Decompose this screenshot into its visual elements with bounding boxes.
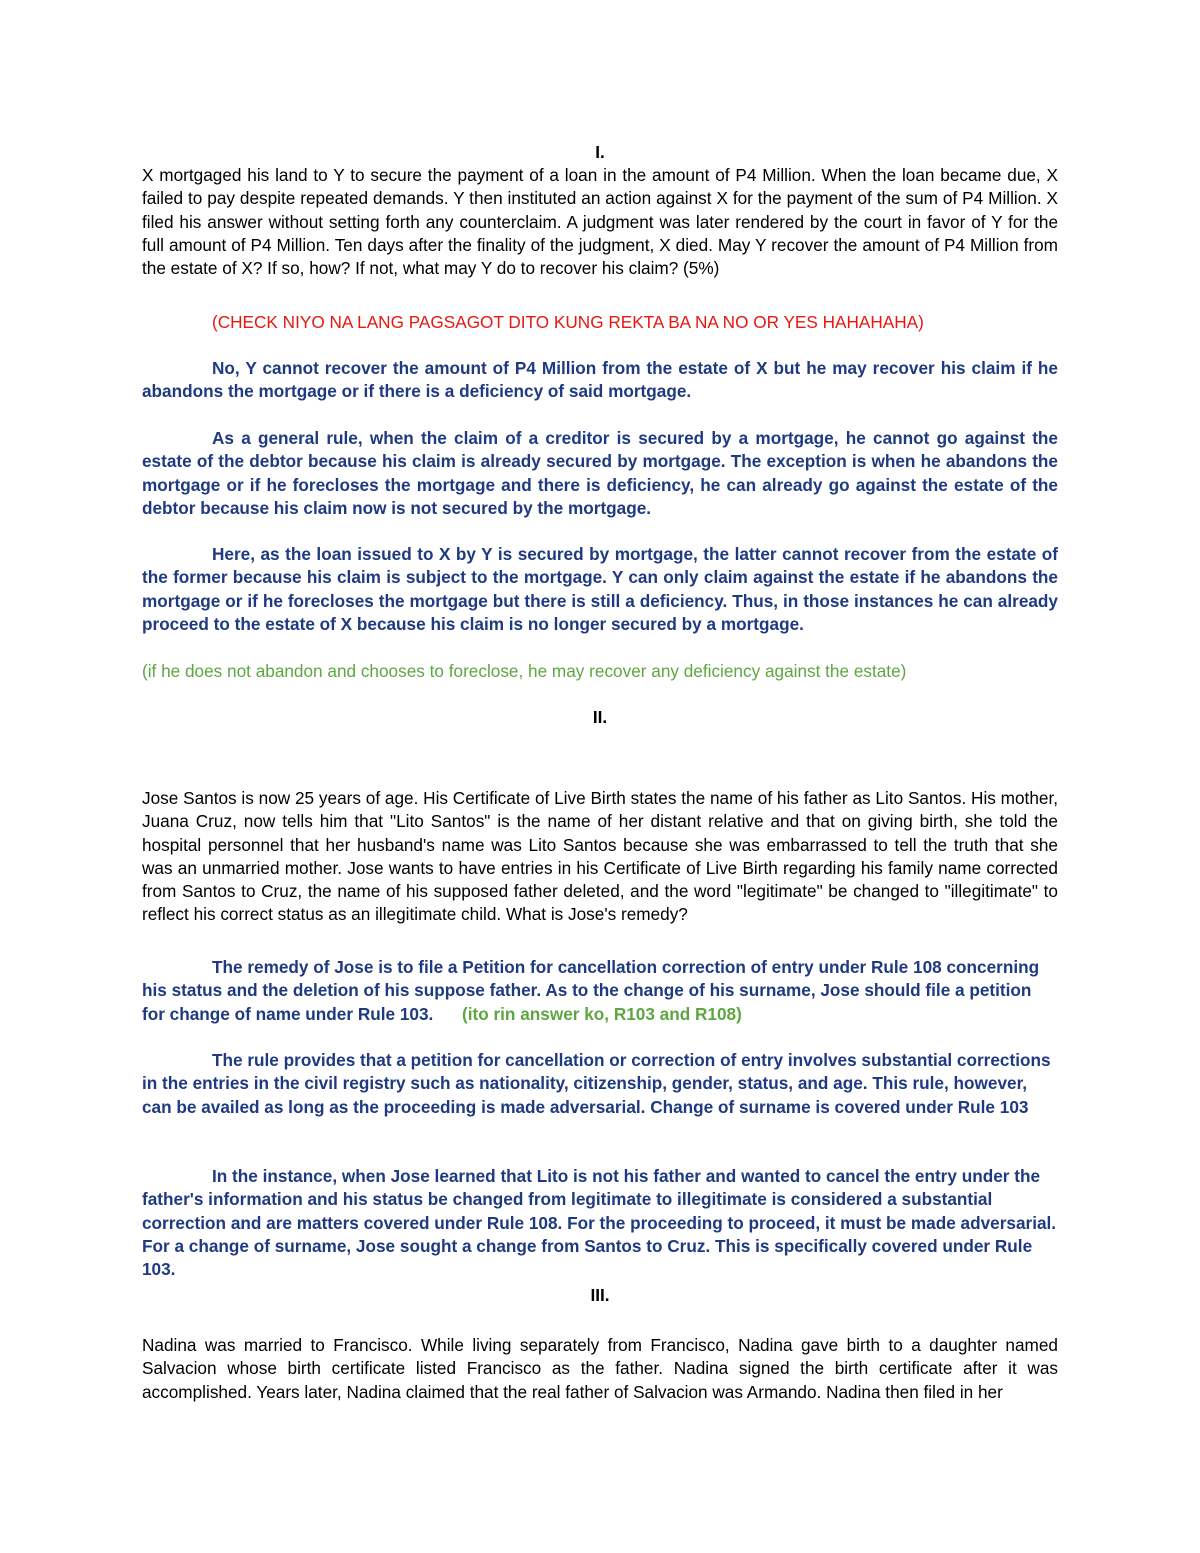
question-2-answer-1-text: The remedy of Jose is to file a Petition for cancellation correction of entry under Rule 108 concerning his status and the deletion of his suppose father. As to the change of his surname, Jose should file a petition for change of name under Rule 103. [142, 957, 1040, 1024]
question-1-text: X mortgaged his land to Y to secure the payment of a loan in the amount of P4 Million. When the loan became due, X failed to pay despite repeated demands. Y then instituted an action against X for the payment of the sum of P4 Million. X filed his answer without setting forth any counterclaim. A judgment was later rendered by the court in favor of Y for the full amount of P4 Million. Ten days after the finality of the judgment, X died. May Y recover the amount of P4 Million from the estate of X? If so, how? If not, what may Y do to recover his claim? (5%) [142, 165, 1058, 279]
question-2-answer-1-comment: (ito rin answer ko, R103 and R108) [461, 1003, 742, 1024]
question-1-comment: (if he does not abandon and chooses to foreclose, he may recover any deficiency against the estate) [142, 661, 907, 681]
question-3-text: Nadina was married to Francisco. While living separately from Francisco, Nadina gave birth to a daughter named Salvacion whose birth certificate listed Francisco as the father. Nadina signed the birth certificate after it was accomplished. Years later, Nadina claimed that the real father of Salvacion was Armando. Nadina then filed in her [142, 1335, 1058, 1402]
question-1-number: I. [595, 142, 605, 162]
question-1-answer-1: No, Y cannot recover the amount of P4 Million from the estate of X but he may recover his claim if he abandons the mortgage or if there is a deficiency of said mortgage. [142, 358, 1058, 402]
question-1-note: (CHECK NIYO NA LANG PAGSAGOT DITO KUNG REKTA BA NA NO OR YES HAHAHAHA) [212, 312, 924, 332]
question-2-answer-1 [142, 956, 1058, 1026]
question-1-answer-3: Here, as the loan issued to X by Y is secured by mortgage, the latter cannot recover from the estate of the former because his claim is subject to the mortgage. Y can only claim against the estate if he abandons the mortgage or if he forecloses the mortgage but there is still a deficiency. Thus, in those instances he can already proceed to the estate of X because his claim is no longer secured by a mortgage. [142, 544, 1058, 634]
question-1-answer-2: As a general rule, when the claim of a creditor is secured by a mortgage, he cannot go against the estate of the debtor because his claim is already secured by mortgage. The exception is when he abandons the mortgage or if he forecloses the mortgage and there is deficiency, he can already go against the estate of the debtor because his claim now is not secured by the mortgage. [142, 428, 1058, 518]
question-2-answer-2: The rule provides that a petition for cancellation or correction of entry involves substantial corrections in the entries in the civil registry such as nationality, citizenship, gender, status, and age. This rule, however, can be availed as long as the proceeding is made adversarial. Change of surname is covered under Rule 103 [142, 1050, 1051, 1117]
question-3-number: III. [590, 1285, 610, 1305]
question-2-answer-3: In the instance, when Jose learned that Lito is not his father and wanted to cancel the entry under the father's information and his status be changed from legitimate to illegitimate is considered a substantial correction and are matters covered under Rule 108. For the proceeding to proceed, it must be made adversarial. For a change of surname, Jose sought a change from Santos to Cruz. This is specifically covered under Rule 103. [142, 1166, 1057, 1280]
question-2-text: Jose Santos is now 25 years of age. His Certificate of Live Birth states the name of his father as Lito Santos. His mother, Juana Cruz, now tells him that "Lito Santos" is the name of her distant relative and that on giving birth, she told the hospital personnel that her husband's name was Lito Santos because she was embarrassed to tell the truth that she was an unmarried mother. Jose wants to have entries in his Certificate of Live Birth regarding his family name corrected from Santos to Cruz, the name of his supposed father deleted, and the word "legitimate" be changed to "illegitimate" to reflect his correct status as an illegitimate child. What is Jose's remedy? [142, 788, 1058, 925]
question-2-number: II. [592, 707, 608, 727]
